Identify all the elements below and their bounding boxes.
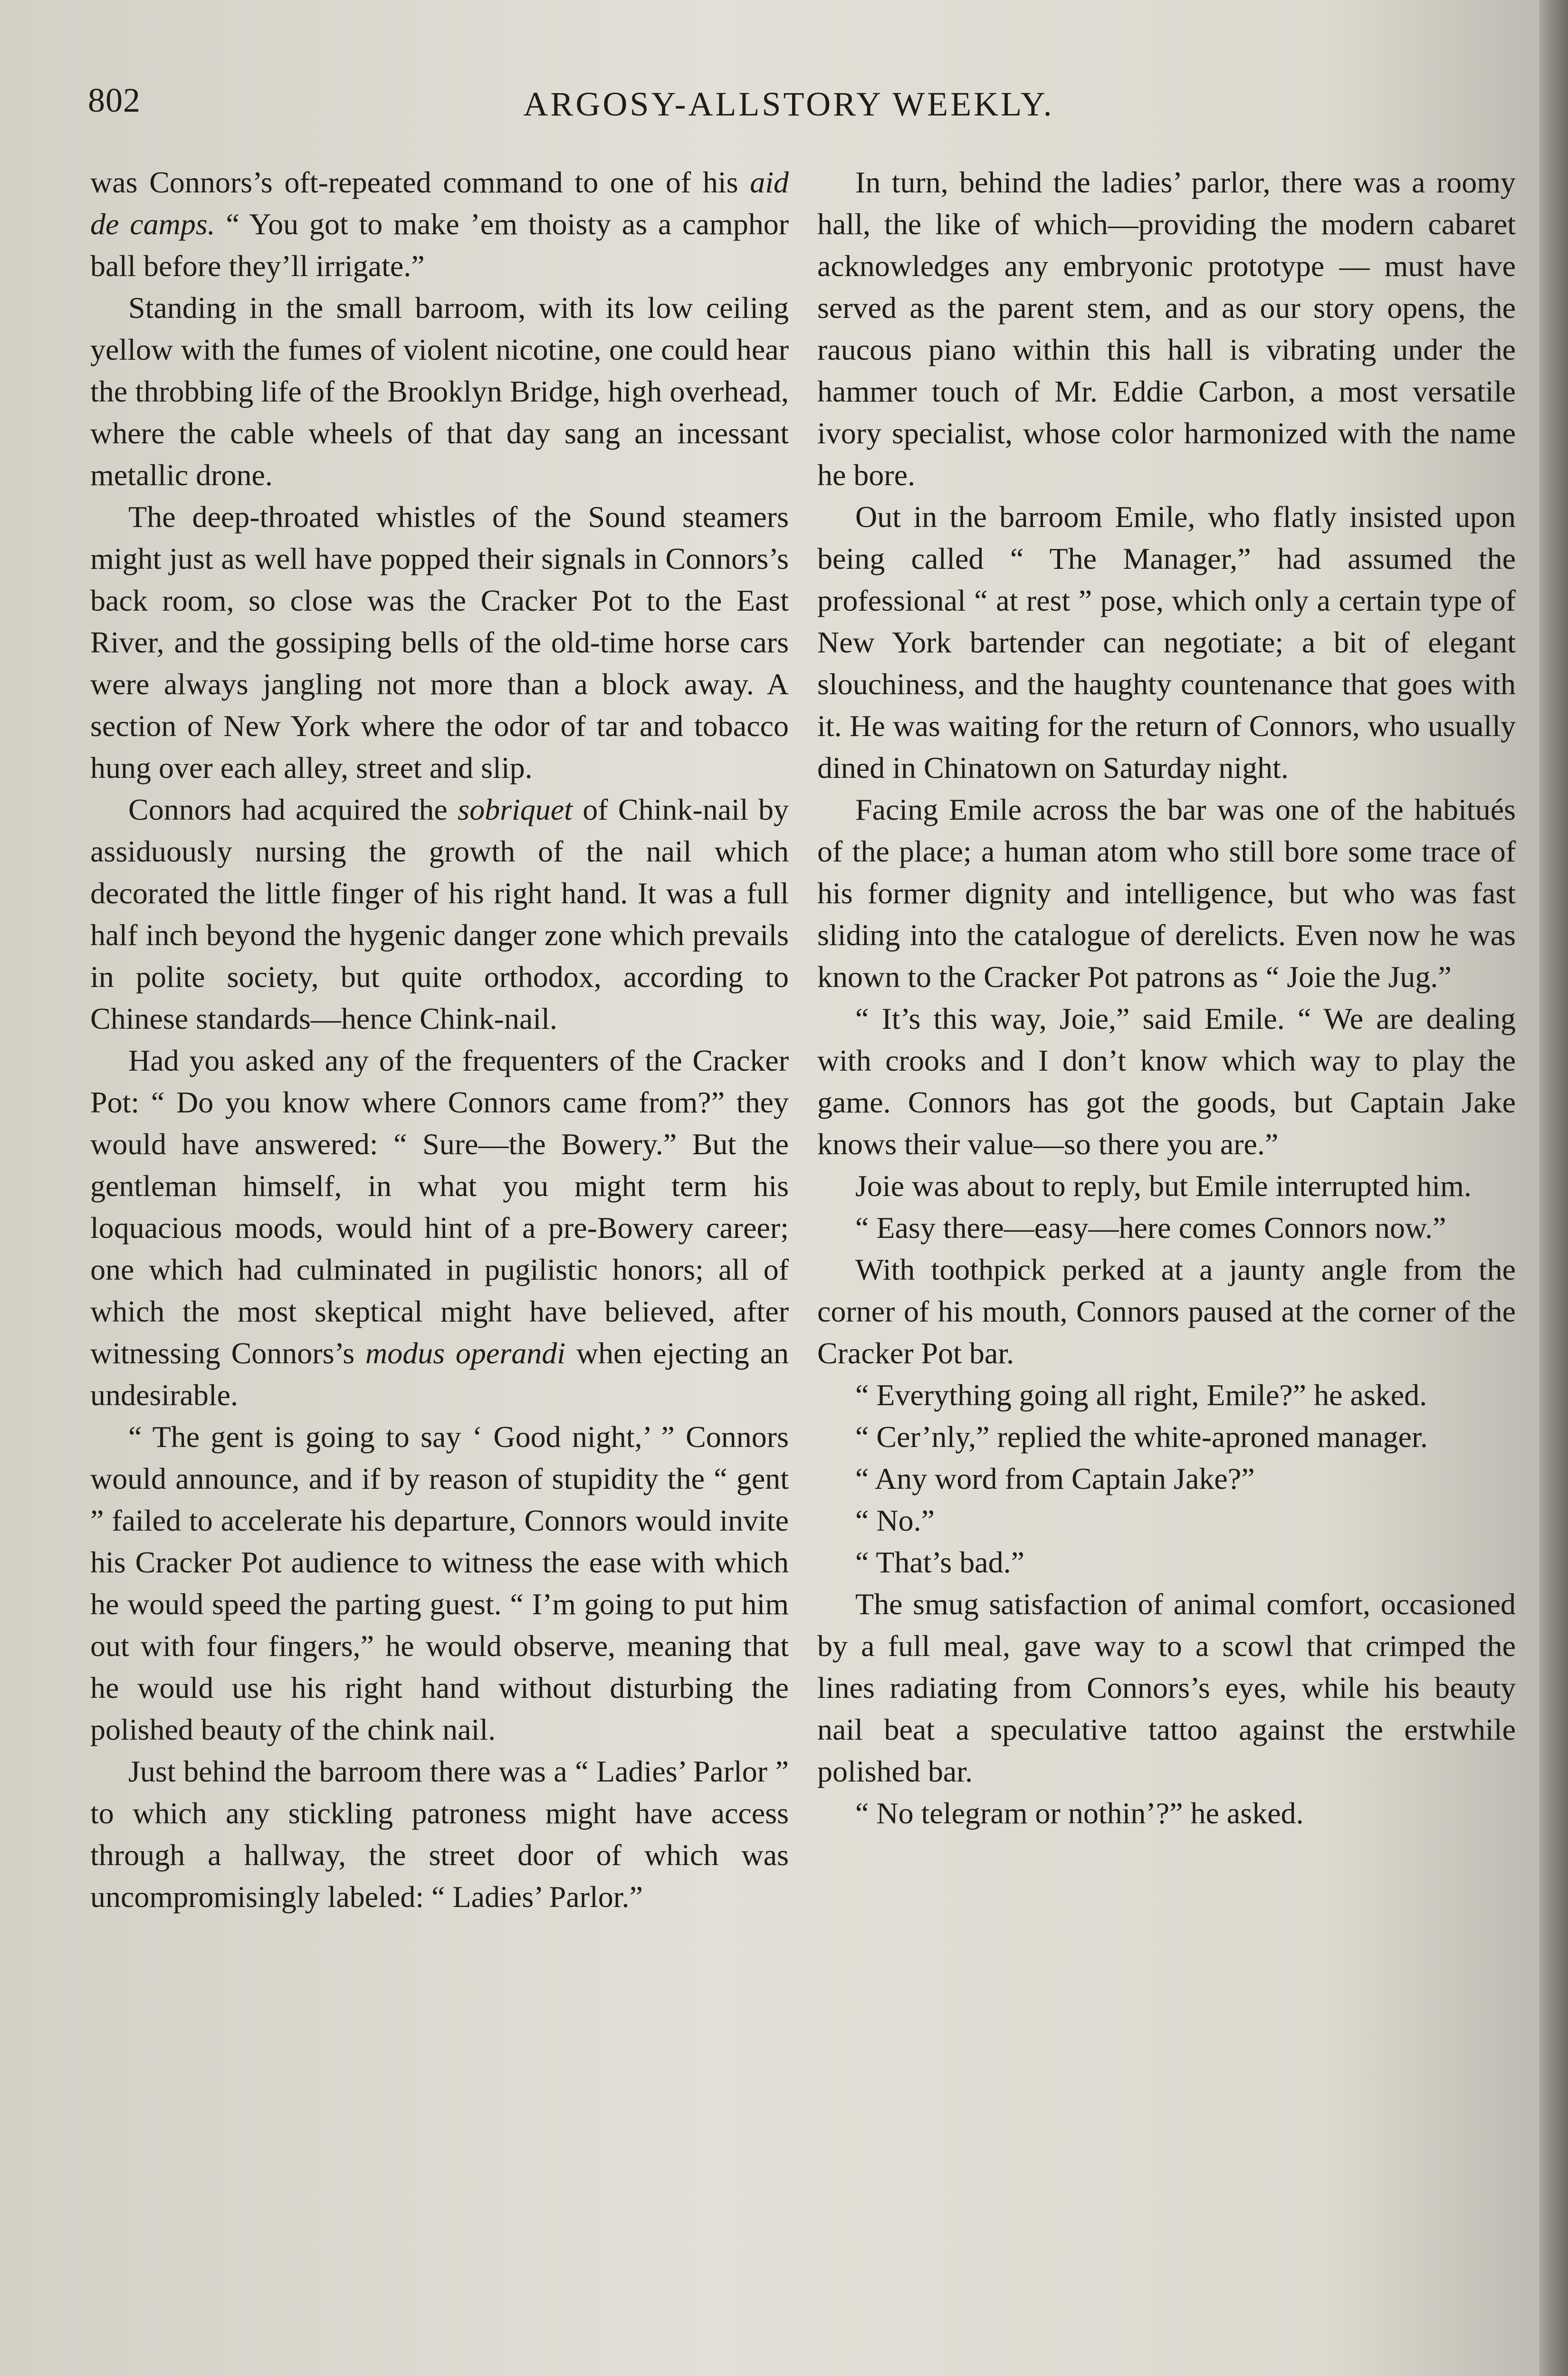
- running-title: ARGOSY-ALLSTORY WEEKLY.: [523, 85, 1054, 123]
- paragraph-text: The deep-throated whistles of the Sound steamers might just as well have popped their signals in Connors’s back room, so close was the Cracker Pot to the East River, and the gossiping bells of the old-time horse cars were always jangling not more than a block away. A section of New York where the odor of tar and tobacco hung over each alley, street and slip.: [90, 500, 789, 785]
- paragraph: [817, 1249, 1516, 1374]
- left-text-column: [90, 162, 789, 1918]
- paragraph: [90, 162, 789, 287]
- paragraph-text: Joie was about to reply, but Emile interrupted him.: [855, 1169, 1472, 1203]
- paragraph: [90, 496, 789, 789]
- page-number: 802: [88, 81, 141, 119]
- paragraph: [90, 1040, 789, 1416]
- paragraph-text: when ejecting an undesirable.: [90, 1336, 789, 1412]
- paragraph-text: Standing in the small barroom, with its low ceiling yellow with the fumes of violent nicotine, one could hear the throbbing life of the Brooklyn Bridge, high overhead, where the cable wheels of that day sang an incessant metallic drone.: [90, 291, 789, 492]
- paragraph-text: “ Everything going all right, Emile?” he asked.: [855, 1378, 1427, 1412]
- paragraph-text: “ Easy there—easy—here comes Connors now.”: [855, 1211, 1446, 1245]
- paragraph: [817, 1374, 1516, 1416]
- paragraph: [817, 1458, 1516, 1500]
- paragraph-text: of Chink-nail by assiduously nursing the growth of the nail which decorated the little finger of his right hand. It was a full half inch beyond the hygenic danger zone which prevails in polite society, but quite orthodox, according to Chinese standards—hence Chink-nail.: [90, 793, 789, 1035]
- paragraph-text: Just behind the barroom there was a “ Ladies’ Parlor ” to which any stickling patroness might have access through a hallway, the street door of which was uncompromisingly labeled: “ Ladies’ Parlor.”: [90, 1754, 789, 1914]
- page-spine-shadow: [1539, 0, 1568, 2376]
- italic-text: modus operandi: [365, 1336, 566, 1370]
- paragraph: [817, 1207, 1516, 1249]
- paragraph: [817, 162, 1516, 496]
- paragraph: [817, 1165, 1516, 1207]
- paragraph-text: was Connors’s oft-repeated command to one of his: [90, 165, 750, 199]
- paragraph: [817, 1583, 1516, 1792]
- paragraph-text: “ It’s this way, Joie,” said Emile. “ We are dealing with crooks and I don’t know which way to play the game. Connors has got the goods, but Captain Jake knows their value—so there you are.”: [817, 1002, 1516, 1161]
- paragraph-text: “ You got to make ’em thoisty as a camphor ball before they’ll irrigate.”: [90, 207, 789, 283]
- paragraph-text: Had you asked any of the frequenters of the Cracker Pot: “ Do you know where Connors came from?” they would have answered: “ Sure—the Bowery.” But the gentleman himself, in what you might term his loquacious moods, would hint of a pre-Bowery career; one which had culminated in pugilistic honors; all of which the most skeptical might have believed, after witnessing Connors’s: [90, 1044, 789, 1370]
- paragraph: [90, 1751, 789, 1918]
- paragraph-text: Facing Emile across the bar was one of the habitués of the place; a human atom who still bore some trace of his former dignity and intelligence, but who was fast sliding into the catalogue of derelicts. Even now he was known to the Cracker Pot patrons as “ Joie the Jug.”: [817, 793, 1516, 994]
- paragraph-text: “ No telegram or nothin’?” he asked.: [855, 1796, 1304, 1830]
- paragraph-text: The smug satisfaction of animal comfort, occasioned by a full meal, gave way to a scowl that crimped the lines radiating from Connors’s eyes, while his beauty nail beat a speculative tattoo against the erstwhile polished bar.: [817, 1587, 1516, 1788]
- italic-text: aid de camps.: [90, 165, 789, 241]
- page-header: [88, 81, 1490, 133]
- paragraph: [817, 1416, 1516, 1458]
- paragraph-text: In turn, behind the ladies’ parlor, there was a roomy hall, the like of which—providing the modern cabaret acknowledges any embryonic prototype — must have served as the parent stem, and as our story opens, the raucous piano within this hall is vibrating under the hammer touch of Mr. Eddie Carbon, a most versatile ivory specialist, whose color harmonized with the name he bore.: [817, 165, 1516, 492]
- paragraph: [817, 998, 1516, 1165]
- paragraph: [817, 496, 1516, 789]
- paragraph-text: Out in the barroom Emile, who flatly insisted upon being called “ The Manager,” had assumed the professional “ at rest ” pose, which only a certain type of New York bartender can negotiate; a bit of elegant slouchiness, and the haughty countenance that goes with it. He was waiting for the return of Connors, who usually dined in Chinatown on Saturday night.: [817, 500, 1516, 785]
- paragraph: [817, 1500, 1516, 1542]
- paragraph-text: “ Any word from Captain Jake?”: [855, 1462, 1255, 1495]
- paragraph: [90, 789, 789, 1040]
- paragraph: [817, 789, 1516, 998]
- paragraph-text: “ No.”: [855, 1504, 935, 1537]
- paragraph-text: “ Cer’nly,” replied the white-aproned manager.: [855, 1420, 1428, 1454]
- paragraph: [90, 287, 789, 496]
- paragraph: [817, 1792, 1516, 1834]
- paragraph-text: Connors had acquired the: [128, 793, 458, 826]
- paragraph: [817, 1542, 1516, 1583]
- right-text-column: [817, 162, 1516, 1834]
- paragraph-text: “ That’s bad.”: [855, 1545, 1025, 1579]
- paragraph-text: “ The gent is going to say ‘ Good night,’ ” Connors would announce, and if by reason of stupidity the “ gent ” failed to accelerate his departure, Connors would invite his Cracker Pot audience to witness the ease with which he would speed the parting guest. “ I’m going to put him out with four fingers,” he would observe, meaning that he would use his right hand without disturbing the polished beauty of the chink nail.: [90, 1420, 789, 1746]
- italic-text: sobriquet: [458, 793, 573, 826]
- paragraph: [90, 1416, 789, 1751]
- paragraph-text: With toothpick perked at a jaunty angle from the corner of his mouth, Connors paused at the corner of the Cracker Pot bar.: [817, 1253, 1516, 1370]
